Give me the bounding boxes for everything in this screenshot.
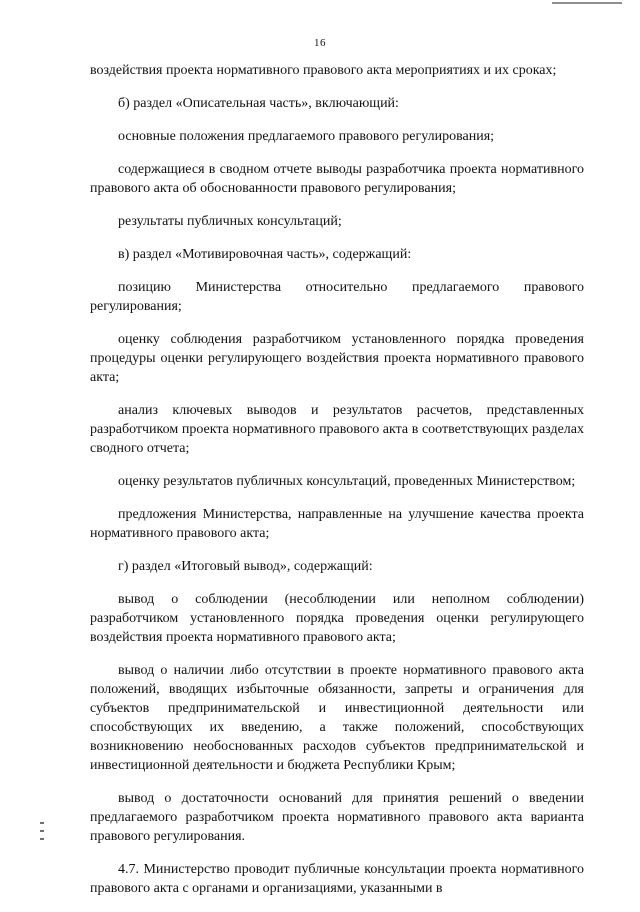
- paragraph: анализ ключевых выводов и результатов расчетов, представленных разработчиком проекта нормативного правового акта в соответствующих разделах сводного отчета;: [90, 403, 584, 456]
- paragraph: результаты публичных консультаций;: [118, 214, 342, 229]
- scan-edge-mark: [552, 2, 622, 4]
- scan-mark: [40, 822, 44, 824]
- paragraph: г) раздел «Итоговый вывод», содержащий:: [118, 559, 373, 574]
- paragraph: содержащиеся в сводном отчете выводы разработчика проекта нормативного правового акта об обоснованности правового регулирования;: [90, 162, 584, 196]
- page-number: 16: [314, 37, 326, 49]
- paragraph: б) раздел «Описательная часть», включающий:: [118, 96, 399, 111]
- paragraph: позицию Министерства относительно предлагаемого правового регулирования;: [90, 280, 584, 314]
- paragraph: основные положения предлагаемого правового регулирования;: [118, 129, 495, 144]
- document-body: [90, 61, 584, 912]
- scan-mark: [40, 830, 44, 832]
- margin-scan-marks: [40, 822, 48, 858]
- paragraph: в) раздел «Мотивировочная часть», содержащий:: [118, 247, 412, 262]
- paragraph: оценку соблюдения разработчиком установленного порядка проведения процедуры оценки регулирующего воздействия проекта нормативного правового акта;: [90, 332, 584, 385]
- paragraph: предложения Министерства, направленные на улучшение качества проекта нормативного правового акта;: [90, 507, 584, 541]
- paragraph: вывод о соблюдении (несоблюдении или неполном соблюдении) разработчиком установленного порядка проведения оценки регулирующего воздействия проекта нормативного правового акта;: [90, 592, 584, 645]
- scan-mark: [40, 838, 44, 840]
- paragraph: оценку результатов публичных консультаций, проведенных Министерством;: [118, 474, 576, 489]
- paragraph: вывод о наличии либо отсутствии в проекте нормативного правового акта положений, вводящих избыточные обязанности, запреты и ограничения для субъектов предпринимательской и инвестиционной деятельности или способствующих их введению, а также положений, способствующих возникновению необоснованных расходов субъектов предпринимательской и инвестиционной деятельности и бюджета Республики Крым;: [90, 663, 584, 773]
- paragraph: вывод о достаточности оснований для принятия решений о введении предлагаемого разработчиком проекта нормативного правового акта варианта правового регулирования.: [90, 791, 584, 844]
- paragraph: 4.7. Министерство проводит публичные консультации проекта нормативного правового акта с органами и организациями, указанными в: [90, 862, 584, 896]
- paragraph: воздействия проекта нормативного правового акта мероприятиях и их сроках;: [90, 63, 557, 78]
